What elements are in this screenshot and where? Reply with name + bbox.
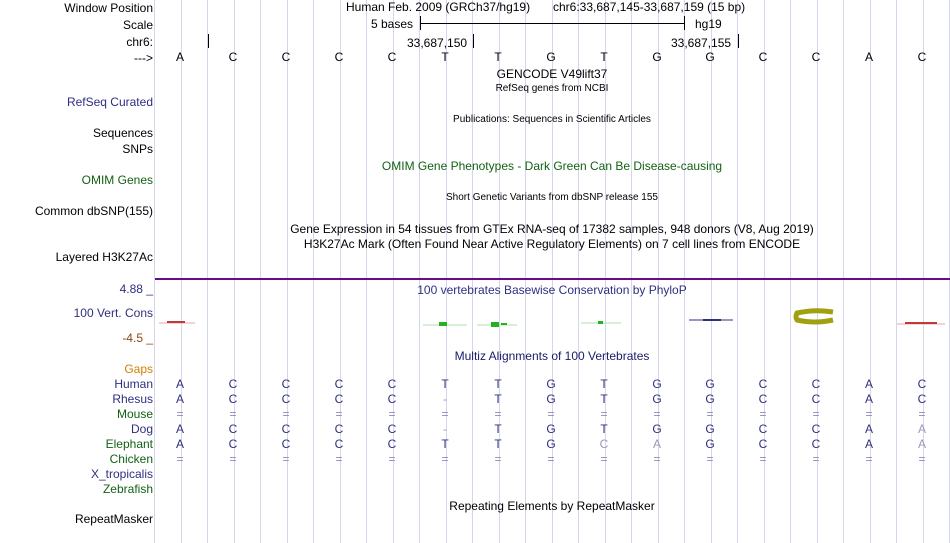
alignment-base: = xyxy=(918,407,926,421)
alignment-base: C xyxy=(281,377,291,391)
alignment-base: C xyxy=(228,392,238,406)
phylop-pos-mark-3 xyxy=(581,321,621,324)
phylop-title[interactable]: 100 vertebrates Basewise Conservation by PhyloP xyxy=(417,283,687,297)
omim-genes-label[interactable]: OMIM Genes xyxy=(81,173,153,187)
base-letter: G xyxy=(546,50,556,64)
alignment-base: = xyxy=(176,452,184,466)
alignment-base: = xyxy=(600,407,608,421)
alignment-base: A xyxy=(864,392,873,406)
species-label-rhesus[interactable]: Rhesus xyxy=(112,392,153,406)
refseq-curated-label[interactable]: RefSeq Curated xyxy=(66,95,153,109)
assembly-text: Human Feb. 2009 (GRCh37/hg19) xyxy=(346,0,531,14)
scale-bar-text: 5 bases xyxy=(371,17,414,31)
alignment-base: = xyxy=(494,407,502,421)
alignment-base: C xyxy=(599,437,609,451)
alignment-base: A xyxy=(864,437,873,451)
alignment-base: C xyxy=(281,422,291,436)
alignment-base: C xyxy=(281,392,291,406)
gridline xyxy=(790,0,791,543)
window-position-label[interactable]: Window Position xyxy=(64,1,153,15)
alignment-base: - xyxy=(443,422,447,436)
alignment-base: C xyxy=(811,377,821,391)
scale-bar xyxy=(420,16,685,30)
alignment-base: C xyxy=(811,392,821,406)
coordinate-label-1: 33,687,150 xyxy=(407,36,468,50)
base-letter: C xyxy=(811,50,821,64)
species-label-zebrafish[interactable]: Zebrafish xyxy=(102,482,153,496)
alignment-base: C xyxy=(228,377,238,391)
species-label-mouse[interactable]: Mouse xyxy=(116,407,153,421)
alignment-base: C xyxy=(334,422,344,436)
alignment-base: = xyxy=(918,452,926,466)
alignment-base: - xyxy=(443,392,447,406)
species-label-elephant[interactable]: Elephant xyxy=(105,437,153,451)
alignment-base: T xyxy=(494,377,502,391)
alignment-base: = xyxy=(441,407,449,421)
species-label-dog[interactable]: Dog xyxy=(130,422,153,436)
alignment-base: = xyxy=(812,452,820,466)
phylop-pos-mark-4 xyxy=(689,319,733,321)
phylop-pos-mark-1 xyxy=(423,322,467,326)
species-label-human[interactable]: Human xyxy=(114,377,153,391)
alignment-base: = xyxy=(388,452,396,466)
alignment-base: = xyxy=(335,407,343,421)
coordinate-tick-1 xyxy=(473,34,474,48)
vert-cons-label[interactable]: 100 Vert. Cons xyxy=(73,306,153,320)
gridline xyxy=(419,0,420,543)
alignment-base: T xyxy=(441,377,449,391)
alignment-base: = xyxy=(229,407,237,421)
base-letter: C xyxy=(758,50,768,64)
scale-label[interactable]: Scale xyxy=(122,18,153,32)
base-letter: C xyxy=(281,50,291,64)
alignment-base: A xyxy=(917,422,926,436)
alignment-base: = xyxy=(176,407,184,421)
alignment-base: T xyxy=(600,392,608,406)
alignment-base: = xyxy=(759,452,767,466)
alignment-base: C xyxy=(228,437,238,451)
gridline xyxy=(737,0,738,543)
gaps-label[interactable]: Gaps xyxy=(124,362,153,376)
alignment-base: G xyxy=(546,392,556,406)
alignment-base: A xyxy=(652,437,661,451)
alignment-base: = xyxy=(653,452,661,466)
base-letter: A xyxy=(864,50,873,64)
conservation-max-value: 4.88 _ xyxy=(119,282,153,296)
gridline xyxy=(684,0,685,543)
phylop-c-logo xyxy=(796,311,833,322)
alignment-base: A xyxy=(175,437,184,451)
gridline xyxy=(260,0,261,543)
gridline xyxy=(843,0,844,543)
alignment-base: = xyxy=(759,407,767,421)
species-label-x_tropicalis[interactable]: X_tropicalis xyxy=(90,467,153,481)
alignment-base: A xyxy=(175,392,184,406)
alignment-base: C xyxy=(758,377,768,391)
alignment-base: = xyxy=(494,452,502,466)
base-letter: C xyxy=(228,50,238,64)
strand-label[interactable]: ---> xyxy=(134,51,153,65)
alignment-base: = xyxy=(547,452,555,466)
alignment-base: T xyxy=(600,422,608,436)
gridline xyxy=(313,0,314,543)
base-letter: A xyxy=(175,50,184,64)
track-label-sidebar xyxy=(0,0,155,543)
refseq-subtitle[interactable]: RefSeq genes from NCBI xyxy=(495,83,609,94)
conservation-min-value: -4.5 _ xyxy=(122,331,153,345)
alignment-base: = xyxy=(706,407,714,421)
phylop-neg-mark-1 xyxy=(159,322,195,323)
coordinate-label-2: 33,687,155 xyxy=(671,36,732,50)
species-label-chicken[interactable]: Chicken xyxy=(109,452,153,466)
alignment-base: G xyxy=(705,422,715,436)
alignment-base: C xyxy=(811,437,821,451)
publications-title[interactable]: Publications: Sequences in Scientific Articles xyxy=(453,114,651,125)
gridline xyxy=(366,0,367,543)
alignment-base: = xyxy=(282,452,290,466)
gridline xyxy=(207,0,208,543)
base-letter: C xyxy=(387,50,397,64)
phylop-neg-mark-2 xyxy=(897,323,945,324)
alignment-base: A xyxy=(864,377,873,391)
alignment-base: G xyxy=(705,392,715,406)
gridline xyxy=(472,0,473,543)
alignment-base: = xyxy=(335,452,343,466)
alignment-base: T xyxy=(494,422,502,436)
alignment-base: = xyxy=(706,452,714,466)
repeatmasker-label[interactable]: RepeatMasker xyxy=(74,512,153,526)
alignment-base: C xyxy=(758,437,768,451)
multiz-title[interactable]: Multiz Alignments of 100 Vertebrates xyxy=(454,349,650,363)
gridline xyxy=(154,0,155,543)
alignment-base: = xyxy=(600,452,608,466)
alignment-base: G xyxy=(546,377,556,391)
alignment-base: G xyxy=(652,392,662,406)
alignment-base: G xyxy=(546,437,556,451)
alignment-base: A xyxy=(864,422,873,436)
alignment-base: = xyxy=(282,407,290,421)
alignment-base: G xyxy=(705,437,715,451)
alignment-base: C xyxy=(228,422,238,436)
omim-title[interactable]: OMIM Gene Phenotypes - Dark Green Can Be Disease-causing xyxy=(381,159,723,173)
alignment-base: = xyxy=(812,407,820,421)
alignment-base: = xyxy=(547,407,555,421)
h3k27ac-track-line xyxy=(155,278,950,280)
alignment-base: G xyxy=(652,377,662,391)
alignment-base: T xyxy=(494,437,502,451)
alignment-base: A xyxy=(917,437,926,451)
alignment-base: C xyxy=(387,422,397,436)
track-display-area[interactable] xyxy=(155,0,950,543)
alignment-base: C xyxy=(758,422,768,436)
alignment-base: C xyxy=(334,377,344,391)
alignment-base: = xyxy=(441,452,449,466)
gtex-title[interactable]: Gene Expression in 54 tissues from GTEx RNA-seq of 17382 samples, 948 donors (V8, Aug 2019) xyxy=(290,222,814,236)
base-letter: T xyxy=(494,50,502,64)
alignment-base: C xyxy=(281,437,291,451)
alignment-base: C xyxy=(334,437,344,451)
alignment-base: C xyxy=(334,392,344,406)
layered-h3k27ac-label[interactable]: Layered H3K27Ac xyxy=(55,250,153,264)
dbsnp-title[interactable]: Short Genetic Variants from dbSNP release 155 xyxy=(446,192,658,203)
base-letter: C xyxy=(334,50,344,64)
alignment-base: A xyxy=(175,377,184,391)
chrom-label[interactable]: chr6: xyxy=(126,35,153,49)
scale-db-text: hg19 xyxy=(695,17,722,31)
base-letter: T xyxy=(441,50,449,64)
alignment-base: A xyxy=(175,422,184,436)
base-letter: T xyxy=(600,50,608,64)
alignment-base: = xyxy=(388,407,396,421)
sequences-label[interactable]: Sequences xyxy=(92,126,153,140)
alignment-base: G xyxy=(652,422,662,436)
coordinate-tick-2 xyxy=(738,34,739,48)
base-letter: G xyxy=(705,50,715,64)
common-dbsnp-label[interactable]: Common dbSNP(155) xyxy=(34,204,153,218)
alignment-base: G xyxy=(546,422,556,436)
alignment-base: = xyxy=(865,452,873,466)
gencode-title[interactable]: GENCODE V49lift37 xyxy=(496,67,608,81)
alignment-base: C xyxy=(758,392,768,406)
position-text: chr6:33,687,145-33,687,159 (15 bp) xyxy=(553,0,746,14)
alignment-base: T xyxy=(441,437,449,451)
alignment-base: C xyxy=(811,422,821,436)
base-letter: G xyxy=(652,50,662,64)
alignment-base: C xyxy=(917,377,927,391)
repeatmasker-title[interactable]: Repeating Elements by RepeatMasker xyxy=(449,499,655,513)
chrom-tick-start xyxy=(208,34,209,48)
gridline xyxy=(631,0,632,543)
phylop-signal xyxy=(155,296,950,336)
base-letter: C xyxy=(917,50,927,64)
gridline xyxy=(896,0,897,543)
alignment-base: C xyxy=(917,392,927,406)
alignment-base: C xyxy=(387,437,397,451)
alignment-base: = xyxy=(865,407,873,421)
alignment-base: = xyxy=(229,452,237,466)
h3k27ac-title[interactable]: H3K27Ac Mark (Often Found Near Active Regulatory Elements) on 7 cell lines from ENCODE xyxy=(303,237,801,251)
snps-label[interactable]: SNPs xyxy=(122,142,153,156)
phylop-pos-mark-2 xyxy=(477,322,517,327)
alignment-base: G xyxy=(705,377,715,391)
alignment-base: C xyxy=(387,392,397,406)
alignment-base: T xyxy=(494,392,502,406)
alignment-base: C xyxy=(387,377,397,391)
alignment-base: = xyxy=(653,407,661,421)
alignment-base: T xyxy=(600,377,608,391)
